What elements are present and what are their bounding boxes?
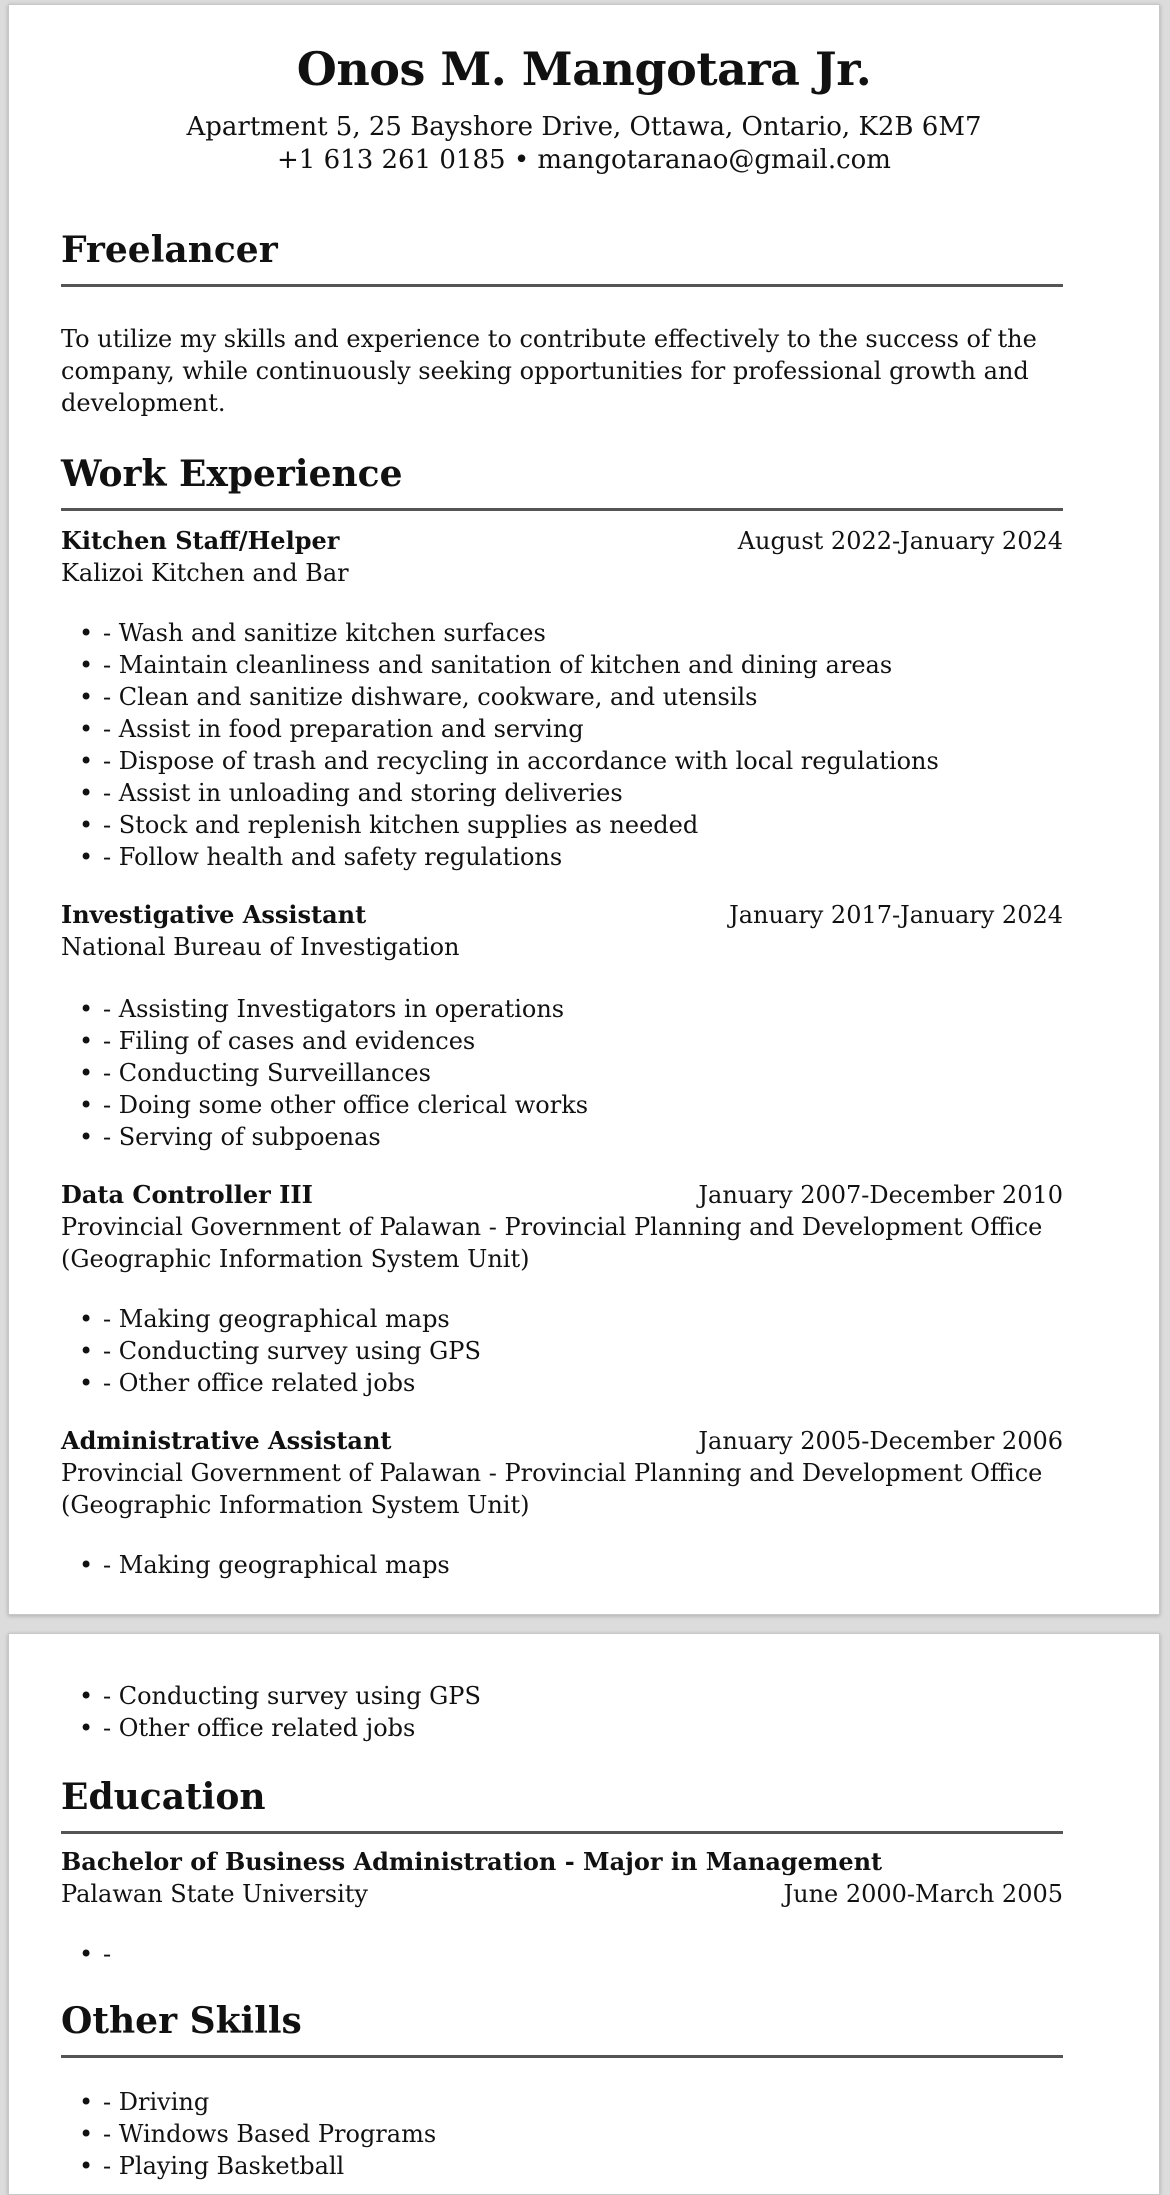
bullet-item: • - Follow health and safety regulations xyxy=(103,841,1063,873)
bullet-item: • - Stock and replenish kitchen supplies as needed xyxy=(103,809,1063,841)
bullet-item: • - Dispose of trash and recycling in accordance with local regulations xyxy=(103,745,1063,777)
document-page-2 xyxy=(8,1633,1160,2195)
skills-bullet-list xyxy=(61,2086,1063,2182)
resume-header xyxy=(9,41,1159,177)
bullet-item: • - Wash and sanitize kitchen surfaces xyxy=(103,617,1063,649)
bullet-item: • - Assist in unloading and storing deliveries xyxy=(103,777,1063,809)
person-name: Onos M. Mangotara Jr. xyxy=(296,42,872,96)
job-header xyxy=(61,525,1063,557)
job-header xyxy=(61,1425,1063,1457)
section-title-other-skills: Other Skills xyxy=(61,1998,1063,2058)
job-entry-data-controller xyxy=(61,1179,1063,1399)
job-title: Data Controller III xyxy=(61,1180,313,1209)
job-header xyxy=(61,1179,1063,1211)
job-dates: January 2007-December 2010 xyxy=(698,1181,1063,1209)
bullet-item: • - Driving xyxy=(103,2086,1063,2118)
bullet-item: • - Other office related jobs xyxy=(103,1367,1063,1399)
section-title-freelancer: Freelancer xyxy=(61,227,1063,287)
education-dates: June 2000-March 2005 xyxy=(783,1880,1063,1908)
degree-title: Bachelor of Business Administration - Major in Management xyxy=(61,1847,883,1876)
job-bullet-list xyxy=(61,1303,1063,1399)
job-header xyxy=(61,899,1063,931)
job-bullet-list xyxy=(61,993,1063,1153)
job-entry-kitchen-staff xyxy=(61,525,1063,873)
job-bullet-list xyxy=(61,617,1063,873)
job-title: Investigative Assistant xyxy=(61,900,367,929)
bullet-item: • - Serving of subpoenas xyxy=(103,1121,1063,1153)
bullet-item: • - Filing of cases and evidences xyxy=(103,1025,1063,1057)
bullet-item: • - Windows Based Programs xyxy=(103,2118,1063,2150)
phone-email-line: +1 613 261 0185 • mangotaranao@gmail.com xyxy=(277,145,891,175)
bullet-item: • - Assist in food preparation and serving xyxy=(103,713,1063,745)
section-title-work-experience: Work Experience xyxy=(61,451,1063,511)
job-title: Kitchen Staff/Helper xyxy=(61,526,340,555)
job-company: Kalizoi Kitchen and Bar xyxy=(61,559,349,587)
bullet-item: • - Assisting Investigators in operations xyxy=(103,993,1063,1025)
job-company: Provincial Government of Palawan - Provincial Planning and Development Office (Geographic Information System Unit) xyxy=(61,1459,1043,1519)
job-title: Administrative Assistant xyxy=(61,1426,392,1455)
education-bullet-list xyxy=(61,1938,1063,1970)
bullet-item: • - Conducting survey using GPS xyxy=(103,1680,1063,1712)
document-page-1 xyxy=(8,4,1160,1615)
bullet-item: • - Doing some other office clerical works xyxy=(103,1089,1063,1121)
bullet-item: • - xyxy=(103,1938,1063,1970)
bullet-item: • - Maintain cleanliness and sanitation of kitchen and dining areas xyxy=(103,649,1063,681)
job-dates: August 2022-January 2024 xyxy=(737,527,1063,555)
bullet-item: • - Conducting Surveillances xyxy=(103,1057,1063,1089)
job-company: Provincial Government of Palawan - Provincial Planning and Development Office (Geographic Information System Unit) xyxy=(61,1213,1043,1273)
job-bullet-list xyxy=(61,1549,1063,1581)
job-entry-administrative-assistant xyxy=(61,1425,1063,1581)
job-entry-investigative-assistant xyxy=(61,899,1063,1153)
education-row xyxy=(61,1878,1063,1910)
address-line: Apartment 5, 25 Bayshore Drive, Ottawa, Ontario, K2B 6M7 xyxy=(186,112,982,142)
job-dates: January 2005-December 2006 xyxy=(698,1427,1063,1455)
job-bullet-list-continued xyxy=(61,1680,1063,1744)
job-company: National Bureau of Investigation xyxy=(61,933,460,961)
school-name: Palawan State University xyxy=(61,1880,368,1908)
bullet-item: • - Conducting survey using GPS xyxy=(103,1335,1063,1367)
section-title-education: Education xyxy=(61,1774,1063,1834)
page2-content xyxy=(61,1680,1063,2182)
bullet-item: • - Playing Basketball xyxy=(103,2150,1063,2182)
bullet-item: • - Making geographical maps xyxy=(103,1549,1063,1581)
page1-content xyxy=(61,227,1063,1581)
bullet-item: • - Making geographical maps xyxy=(103,1303,1063,1335)
bullet-item: • - Clean and sanitize dishware, cookware, and utensils xyxy=(103,681,1063,713)
contact-block xyxy=(9,111,1159,177)
bullet-item: • - Other office related jobs xyxy=(103,1712,1063,1744)
objective-paragraph: To utilize my skills and experience to contribute effectively to the success of the company, while continuously seeking opportunities for professional growth and development. xyxy=(61,325,1037,417)
job-dates: January 2017-January 2024 xyxy=(729,901,1063,929)
